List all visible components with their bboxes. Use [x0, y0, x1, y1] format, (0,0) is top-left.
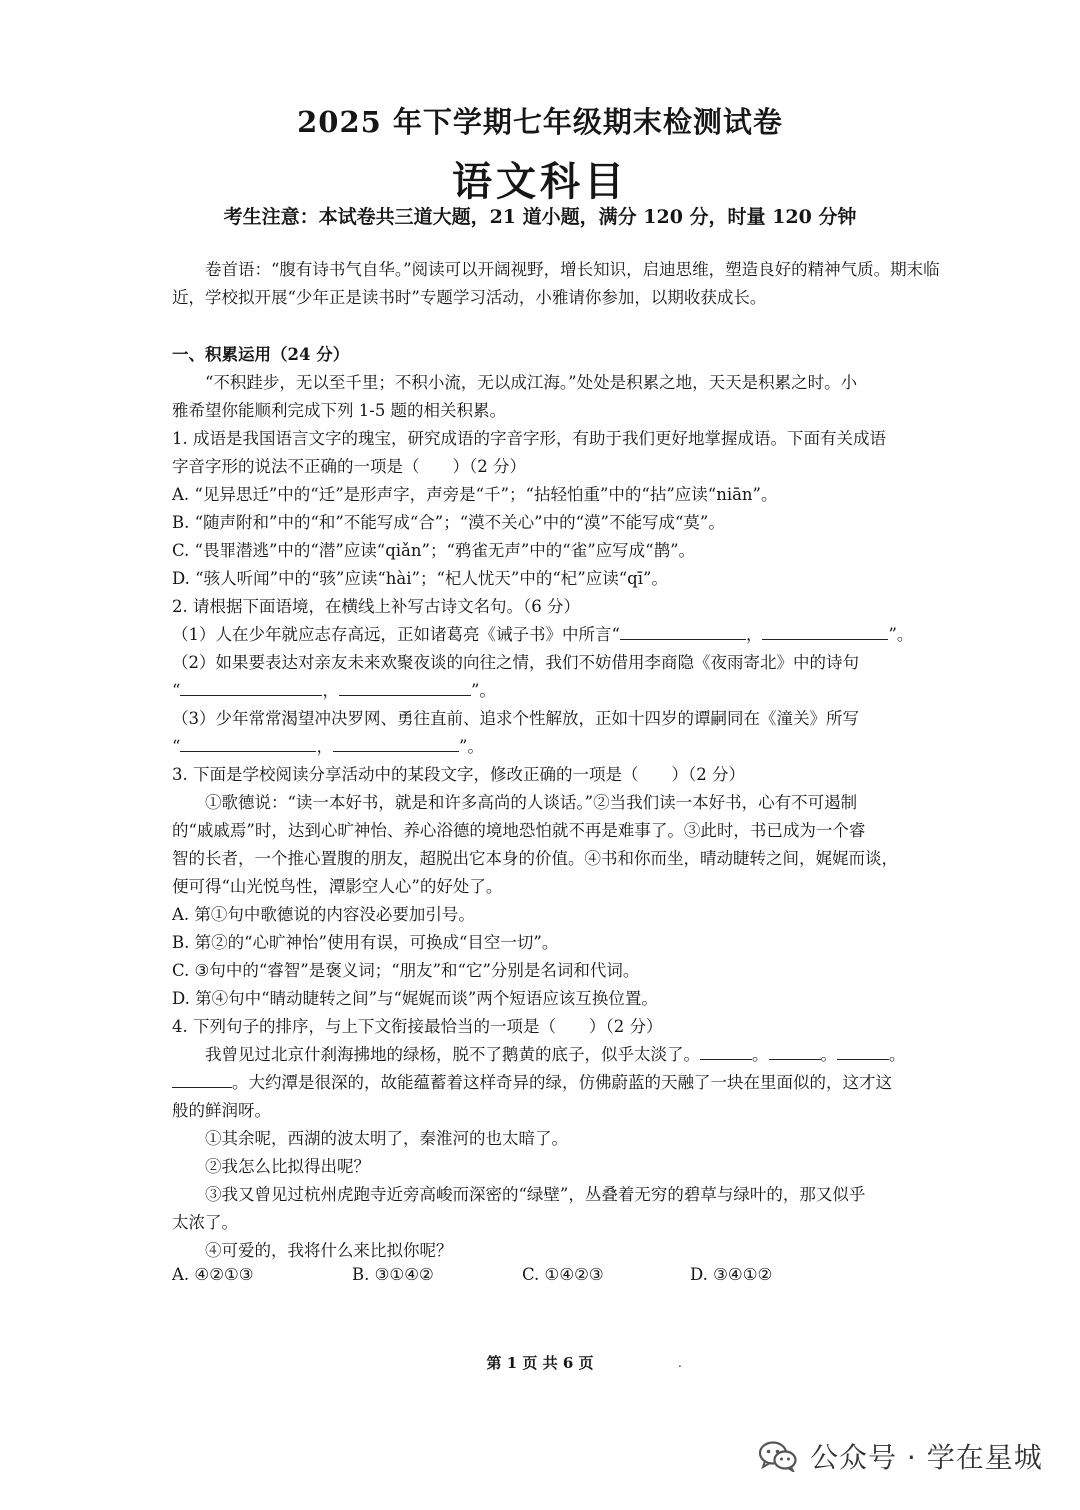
q4-option-a: A. ④②①③	[172, 1265, 254, 1284]
q3-option-a: A. 第①句中歌德说的内容没必要加引号。	[172, 905, 475, 924]
q3-option-d: D. 第④句中“睛动睫转之间”与“娓娓而谈”两个短语应该互换位置。	[172, 989, 658, 1008]
q4-sentence-3: ③我又曾见过杭州虎跑寺近旁高峻而深密的“绿壁”，丛叠着无穷的碧草与绿叶的，那又似乎	[205, 1185, 866, 1204]
q4-passage-end: 般的鲜润呀。	[172, 1101, 271, 1120]
watermark-text: 公众号 · 学在星城	[810, 1441, 1043, 1474]
q1-option-b: B. “随声附和”中的“和”不能写成“合”；“漠不关心”中的“漠”不能写成“莫”。	[172, 513, 725, 532]
q3-passage-cont: 的“戚戚焉”时，达到心旷神怡、养心浴德的境地恐怕就不再是难事了。③此时，书已成为一个睿	[172, 821, 866, 840]
answer-blank[interactable]	[762, 623, 888, 641]
q1-option-d: D. “骇人听闻”中的“骇”应读“hài”；“杞人忧天”中的“杞”应读“qī”。	[172, 569, 668, 588]
q2-sub3-blanks: “ ， ”。	[172, 733, 484, 757]
q4-option-b: B. ③①④②	[352, 1265, 434, 1284]
q2-sub2-blanks: “ ， ”。	[172, 677, 496, 701]
q4-sentence-2: ②我怎么比拟得出呢？	[205, 1157, 370, 1176]
q2-sub1: （1）人在少年就应志存高远，正如诸葛亮《诫子书》中所言“ ， ”。	[172, 621, 913, 645]
answer-blank[interactable]	[769, 1043, 821, 1061]
exam-title: 2025 年下学期七年级期末检测试卷	[297, 105, 783, 139]
page-footer: 第 1 页 共 6 页	[486, 1354, 594, 1372]
answer-blank[interactable]	[180, 679, 322, 697]
wechat-icon	[758, 1440, 798, 1472]
q3-stem: 3. 下面是学校阅读分享活动中的某段文字，修改正确的一项是（ ）（2 分）	[172, 765, 745, 784]
section-intro: “不积跬步，无以至千里；不积小流，无以成江海。”处处是积累之地，天天是积累之时。小	[205, 373, 858, 392]
q2-sub3: （3）少年常常渴望冲决罗网、勇往直前、追求个性解放，正如十四岁的谭嗣同在《潼关》所写	[172, 709, 859, 728]
answer-blank[interactable]	[333, 735, 459, 753]
q2-sub1-text: （1）人在少年就应志存高远，正如诸葛亮《诫子书》中所言“	[172, 625, 620, 644]
exam-notice: 考生注意：本试卷共三道大题，21 道小题，满分 120 分，时量 120 分钟	[223, 206, 857, 228]
q1-stem-cont: 字音字形的说法不正确的一项是（ ）（2 分）	[172, 457, 526, 476]
preface-text: 卷首语：“腹有诗书气自华。”阅读可以开阔视野，增长知识，启迪思维，塑造良好的精神气质。期末临近，学校拟开展“少年正是读书时”专题学习活动，小雅请你参加，以期收获成长。	[172, 260, 940, 307]
subject-title: 语文科目	[452, 158, 628, 205]
answer-blank[interactable]	[620, 623, 746, 641]
q4-option-c: C. ①④②③	[522, 1265, 604, 1284]
q4-passage-cont: 。大约潭是很深的，故能蕴蓄着这样奇异的绿，仿佛蔚蓝的天融了一块在里面似的，这才这	[172, 1069, 892, 1093]
q2-sub2: （2）如果要表达对亲友未来欢聚夜谈的向往之情，我们不妨借用李商隐《夜雨寄北》中的诗句	[172, 653, 859, 672]
answer-blank[interactable]	[180, 735, 316, 753]
q4-sentence-1: ①其余呢，西湖的波太明了，秦淮河的也太暗了。	[205, 1129, 568, 1148]
q3-option-c: C. ③句中的“睿智”是褒义词；“朋友”和“它”分别是名词和代词。	[172, 961, 640, 980]
answer-blank[interactable]	[700, 1043, 752, 1061]
q3-passage-cont: 智的长者，一个推心置腹的朋友，超脱出它本身的价值。④书和你而坐，晴动睫转之间，娓娓而谈，	[172, 849, 898, 868]
q4-option-d: D. ③④①②	[690, 1265, 773, 1284]
section-heading: 一、积累运用（24 分）	[172, 345, 350, 364]
answer-blank[interactable]	[837, 1043, 889, 1061]
q3-option-b: B. 第②的“心旷神怡”使用有误，可换成“目空一切”。	[172, 933, 559, 952]
section-intro-cont: 雅希望你能顺利完成下列 1-5 题的相关积累。	[172, 401, 507, 420]
q4-stem: 4. 下列句子的排序，与上下文衔接最恰当的一项是（ ）（2 分）	[172, 1017, 663, 1036]
answer-blank[interactable]	[339, 679, 471, 697]
q2-stem: 2. 请根据下面语境，在横线上补写古诗文名句。（6 分）	[172, 597, 580, 616]
q4-passage: 我曾见过北京什刹海拂地的绿杨，脱不了鹅黄的底子，似乎太淡了。 。 。 。	[205, 1041, 906, 1065]
q1-option-a: A. “见异思迁”中的“迁”是形声字，声旁是“千”；“拈轻怕重”中的“拈”应读“niān”。	[172, 485, 778, 504]
q3-passage-cont: 便可得“山光悦鸟性，潭影空人心”的好处了。	[172, 877, 503, 896]
q4-sentence-3-cont: 太浓了。	[172, 1213, 238, 1232]
q1-stem: 1. 成语是我国语言文字的瑰宝，研究成语的字音字形，有助于我们更好地掌握成语。下面有关成语	[172, 429, 886, 448]
q3-passage: ①歌德说：“读一本好书，就是和许多高尚的人谈话。”②当我们读一本好书，心有不可遏制	[205, 793, 858, 812]
footer-dot: .	[678, 1356, 682, 1370]
watermark	[758, 1436, 1043, 1476]
q4-sentence-4: ④可爱的，我将什么来比拟你呢？	[205, 1241, 453, 1260]
answer-blank[interactable]	[172, 1071, 232, 1089]
q1-option-c: C. “畏罪潜逃”中的“潜”应读“qiǎn”；“鸦雀无声”中的“雀”应写成“鹊”。	[172, 541, 696, 560]
